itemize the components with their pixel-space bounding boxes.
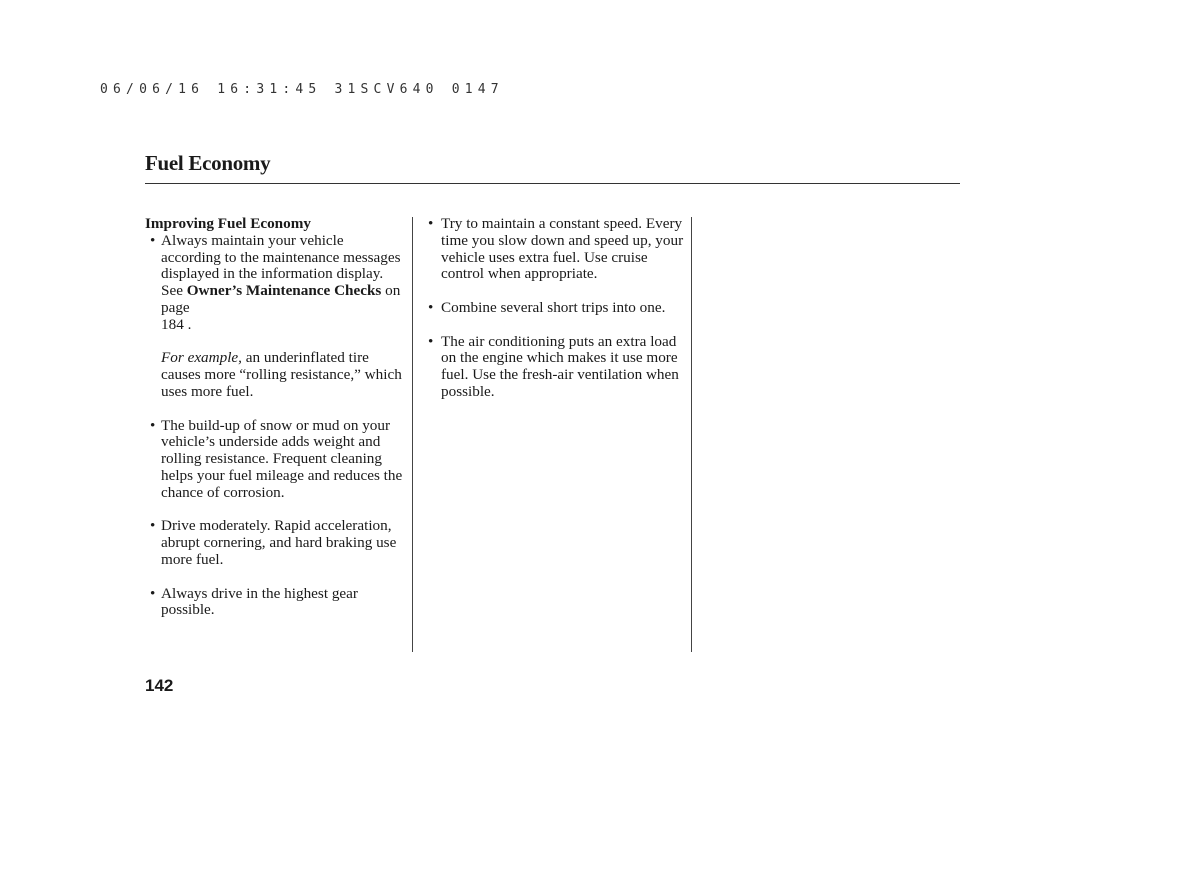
page-title: Fuel Economy [145, 151, 271, 175]
example-text: an underinflated tire causes more “rolling resistance,” which uses more fuel. [161, 349, 402, 400]
section-heading: Improving Fuel Economy [145, 215, 311, 232]
bullet-icon: • [428, 332, 434, 350]
bullet-text: The build-up of snow or mud on your vehicle’s underside adds weight and rolling resistance. Frequent cleaning helps your fuel mileage and reduces the chance of corrosion. [161, 416, 403, 501]
bullet-snow-mud [145, 418, 407, 502]
left-column [145, 216, 407, 636]
bullet-combine-trips [425, 300, 685, 317]
owners-maintenance-checks-link[interactable]: Owner’s Maintenance Checks [186, 282, 382, 300]
bullet-icon: • [150, 231, 156, 249]
bullet-icon: • [428, 215, 434, 232]
bullet-text: Drive moderately. Rapid acceleration, abrupt cornering, and hard braking use more fuel. [161, 517, 397, 568]
column-divider [412, 217, 413, 652]
bullet-air-conditioning [425, 334, 685, 401]
bullet-text: The air conditioning puts an extra load on the engine which makes it use more fuel. Use the fresh-air ventilation when possible. [441, 332, 679, 400]
bullet-icon: • [150, 517, 156, 535]
example-lead: For example, [161, 349, 242, 367]
bullet-icon: • [150, 416, 156, 434]
bullet-icon: • [150, 584, 156, 602]
bullet-drive-moderately [145, 518, 407, 568]
page-number: 142 [145, 676, 174, 695]
page-ref-suffix: . [183, 315, 192, 333]
bullet-constant-speed [425, 216, 685, 283]
bullet-highest-gear [145, 586, 407, 620]
bullet-text: Always drive in the highest gear possible. [161, 584, 358, 619]
title-rule [145, 183, 960, 184]
bullet-icon: • [428, 298, 434, 316]
bullet-text: Combine several short trips into one. [441, 298, 666, 316]
print-stamp: 06/06/16 16:31:45 31SCV640 0147 [100, 82, 504, 97]
bullet-maintenance [145, 233, 407, 334]
example-paragraph [161, 350, 407, 400]
bullet-text: Always maintain your vehicle according to the maintenance messages displayed in the information display. See [161, 231, 401, 300]
column-divider [691, 217, 692, 652]
bullet-text: on page [161, 282, 401, 316]
bullet-text: Try to maintain a constant speed. Every time you slow down and speed up, your vehicle uses extra fuel. Use cruise control when appropriate. [441, 215, 684, 283]
right-column [425, 216, 685, 418]
page-ref-link[interactable]: 184 [161, 315, 184, 333]
